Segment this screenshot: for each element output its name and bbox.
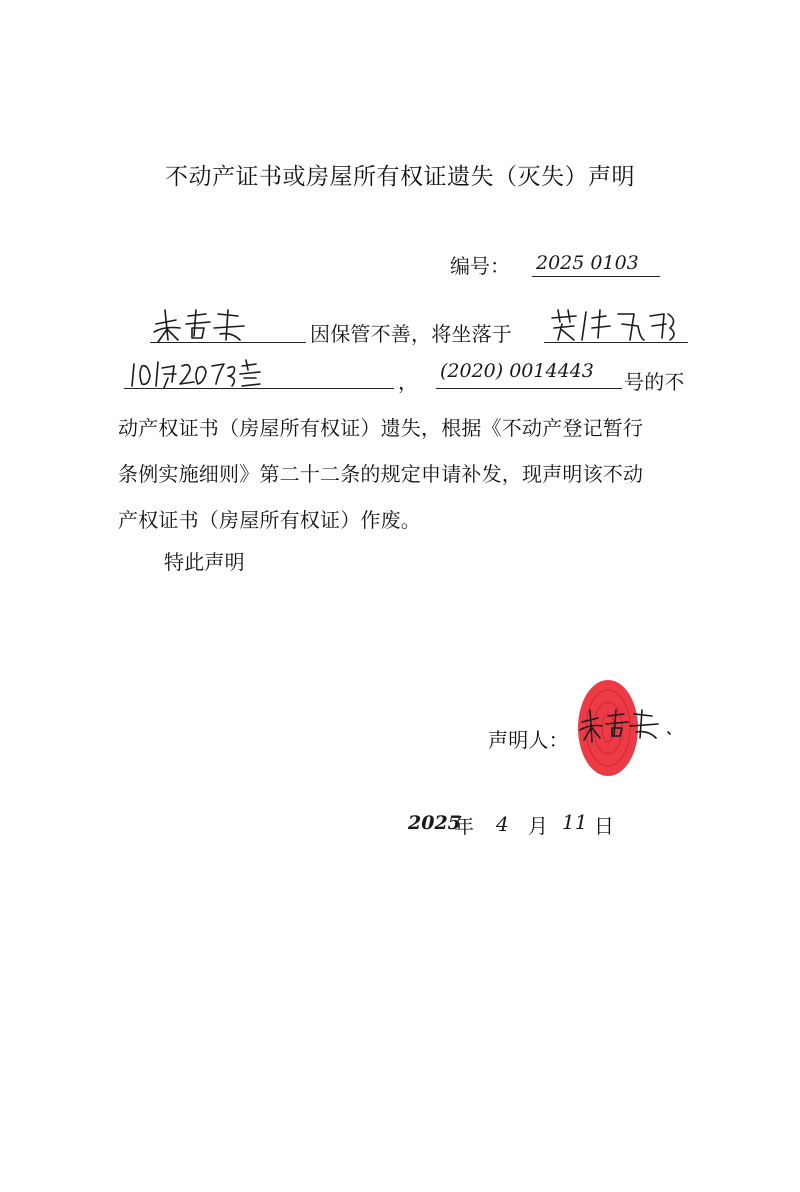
handwritten-certificate-number: (2020) 0014443 bbox=[440, 360, 594, 382]
year-label: 年 bbox=[454, 814, 475, 838]
certificate-number-underline bbox=[436, 388, 622, 389]
day-label: 日 bbox=[594, 814, 615, 838]
month-label: 月 bbox=[528, 814, 549, 838]
line1-text: 因保管不善，将坐落于 bbox=[310, 322, 512, 346]
location-underline-1 bbox=[544, 342, 688, 343]
line5-text: 产权证书（房屋所有权证）作废。 bbox=[118, 508, 421, 532]
handwritten-year: 2025 bbox=[408, 812, 461, 834]
number-label: 编号： bbox=[450, 254, 510, 278]
number-value: 2025 0103 bbox=[536, 252, 639, 274]
number-underline bbox=[532, 276, 660, 277]
month-value: 4 bbox=[496, 812, 509, 836]
declarant-label: 声明人： bbox=[488, 728, 569, 752]
fingerprint-and-signature bbox=[572, 676, 692, 786]
document-title: 不动产证书或房屋所有权证遗失（灭失）声明 bbox=[165, 164, 635, 190]
line3-text: 动产权证书（房屋所有权证）遗失，根据《不动产登记暂行 bbox=[118, 416, 644, 440]
line2-suffix: 号的不 bbox=[624, 370, 685, 394]
closing-statement: 特此声明 bbox=[164, 550, 245, 574]
handwritten-location-part2 bbox=[128, 356, 268, 392]
fingerprint-icon bbox=[578, 680, 638, 776]
handwritten-location-part1 bbox=[548, 306, 680, 346]
name-underline bbox=[150, 342, 306, 343]
day-value: 11 bbox=[562, 810, 588, 834]
line2-comma: ， bbox=[398, 370, 419, 394]
location-underline-2 bbox=[124, 388, 394, 389]
line4-text: 条例实施细则》第二十二条的规定申请补发，现声明该不动 bbox=[118, 462, 644, 486]
